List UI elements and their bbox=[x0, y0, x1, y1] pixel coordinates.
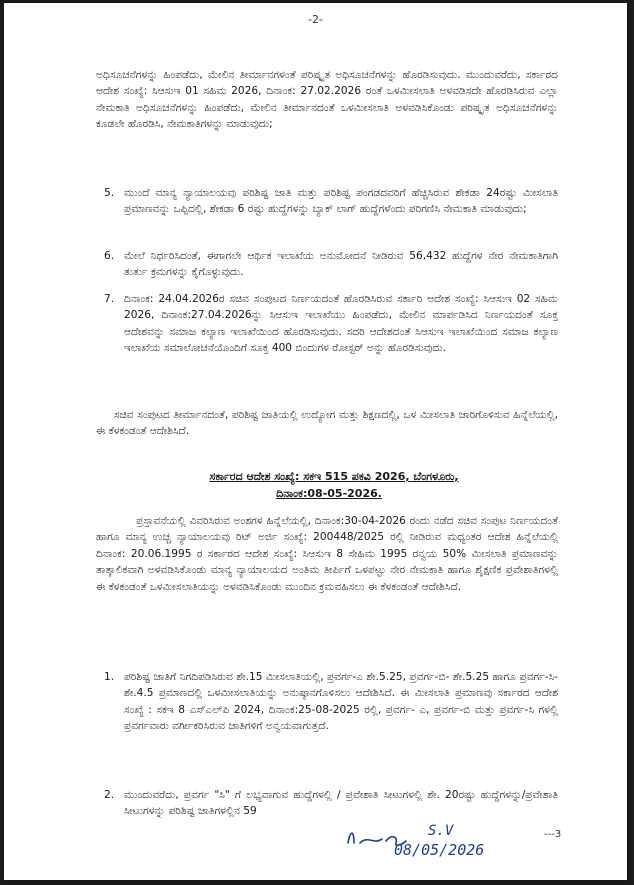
item-number: 6. bbox=[104, 250, 115, 262]
signature-date: 08/05/2026 bbox=[394, 841, 485, 859]
order-heading: ಸರ್ಕಾರದ ಆದೇಶ ಸಂಖ್ಯೆ: ಸಕಇ 515 ಪಕವಿ 2026, ಬೆಂಗಳೂರು, bbox=[209, 470, 459, 483]
paragraph-top: ಅಧಿಸೂಚನೆಗಳನ್ನು ಹಿಂಪಡೆದು, ಮೇಲಿನ ತೀರ್ಮಾನಗಳಂತೆ ಪರಿಷ್ಕೃತ ಅಧಿಸೂಚನೆಗಳನ್ನು ಹೊರಡಿಸುವುದು. ಮುಂದುವರೆದು, ಸರ್ಕಾರದ ಆದೇಶ ಸಂಖ್ಯೆ: ಸಿಆಸುಇ 01 ಸಹಿಮ 2026, ದಿನಾಂಕ: 27.02.2026 ರಂತೆ ಒಳಮೀಸಲಾತಿ ಅಳವಡಿಸದೇ ಹೊರಡಿಸಿರುವ ಎಲ್ಲಾ ನೇಮಕಾತಿ ಅಧಿಸೂಚನೆಗಳನ್ನು ಹಿಂಪಡೆದು, ಮೇಲಿನ ತೀರ್ಮಾನದಂತೆ ಒಳಮೀಸಲಾತಿ ಅಳವಡಿಸಿಕೊಂಡು ಪರಿಷ್ಕೃತ ಅಧಿಸೂಚನೆಗಳನ್ನು ಕೂಡಲೇ ಹೊರಡಿಸಿ, ನೇಮಕಾತಿಗಳನ್ನು ಮಾಡುವುದು; bbox=[96, 69, 558, 131]
page-number: -2- bbox=[308, 13, 323, 26]
continuation-marker: ---3 bbox=[544, 829, 562, 840]
item-number: 5. bbox=[104, 187, 115, 199]
item-text: ಮೇಲೆ ನಿರ್ಧರಿಸಿದಂತೆ, ಈಗಾಗಲೇ ಆರ್ಥಿಕ ಇಲಾಖೆಯ ಅನುಮೋದನೆ ನೀಡಿರುವ 56,432 ಹುದ್ದೆಗಳ ನೇರ ನೇಮಕಾತಿಗಾಗಿ ತುರ್ತು ಕ್ರಮಗಳನ್ನು ಕೈಗೊಳ್ಳುವುದು. bbox=[124, 250, 558, 279]
paragraph-cabinet-decision: ಸಚಿವ ಸಂಪುಟದ ತೀರ್ಮಾನದಂತೆ, ಪರಿಶಿಷ್ಟ ಜಾತಿಯಲ್ಲಿ ಉದ್ಯೋಗ ಮತ್ತು ಶಿಕ್ಷಣದಲ್ಲಿ, ಒಳ ಮೀಸಲಾತಿ ಜಾರಿಗೊಳಿಸುವ ಹಿನ್ನೆಲೆಯಲ್ಲಿ, ಈ ಕೆಳಕಂಡಂತೆ ಆದೇಶಿಸಿದೆ. bbox=[96, 409, 558, 438]
order-item-text: ಪರಿಶಿಷ್ಟ ಜಾತಿಗೆ ನಿಗದಿಪಡಿಸಿರುವ ಶೇ.15 ಮೀಸಲಾತಿಯಲ್ಲಿ, ಪ್ರವರ್ಗ-ಎ ಶೇ.5.25, ಪ್ರವರ್ಗ-ಬಿ- ಶೇ.5.25 ಹಾಗೂ ಪ್ರವರ್ಗ-ಸಿ- ಶೇ.4.5 ಪ್ರಮಾಣದಲ್ಲಿ ಒಳಮೀಸಲಾತಿಯನ್ನು ಅನುಷ್ಠಾನಗೊಳಿಸಲು ಆದೇಶಿಸಿದೆ. ಈ ಮೀಸಲಾತಿ ಪ್ರಮಾಣವು ಸರ್ಕಾರದ ಆದೇಶ ಸಂಖ್ಯೆ : ಸಕಇ 8 ಎಸ್‌ಎಲ್‌ಪಿ 2024, ದಿನಾಂಕ:25-08-2025 ರಲ್ಲಿ, ಪ್ರವರ್ಗ- ಎ, ಪ್ರವರ್ಗ-ಬಿ ಮತ್ತು ಪ್ರವರ್ಗ-ಸಿ ಗಳಲ್ಲಿ ಪ್ರವರ್ಗವಾರು ವರ್ಗೀಕರಿಸಿರುವ ಜಾತಿಗಳಿಗೆ ಅನ್ವಯವಾಗುತ್ತದೆ. bbox=[124, 671, 558, 733]
order-item-text: ಮುಂದುವರೆದು, ಪ್ರವರ್ಗ "ಸಿ" ಗೆ ಲಭ್ಯವಾಗುವ ಹುದ್ದೆಗಳಲ್ಲಿ / ಪ್ರವೇಶಾತಿ ಸೀಟುಗಳಲ್ಲಿ ಶೇ. 20ರಷ್ಟು ಹುದ್ದೆಗಳನ್ನು/ಪ್ರವೇಶಾತಿ ಸೀಟುಗಳನ್ನು ಪರಿಶಿಷ್ಟ ಜಾತಿಗಳಲ್ಲಿನ 59 bbox=[124, 789, 558, 818]
signature-initials: S.V bbox=[428, 823, 454, 839]
paragraph-preamble: ಪ್ರಸ್ತಾವನೆಯಲ್ಲಿ ವಿವರಿಸಿರುವ ಅಂಶಗಳ ಹಿನ್ನೆಲೆಯಲ್ಲಿ, ದಿನಾಂಕ:30-04-2026 ರಂದು ನಡೆದ ಸಚಿವ ಸಂಪುಟ ನಿರ್ಣಯದಂತೆ ಹಾಗೂ ಮಾನ್ಯ ಉಚ್ಚ ನ್ಯಾಯಾಲಯವು ರಿಟ್ ಅರ್ಜಿ ಸಂಖ್ಯೆ: 200448/2025 ರಲ್ಲಿ ನೀಡಿರುವ ಮಧ್ಯಂತರ ಆದೇಶ ಹಿನ್ನೆಲೆಯಲ್ಲಿ ದಿನಾಂಕ: 20.06.1995 ರ ಸರ್ಕಾರದ ಆದೇಶ ಸಂಖ್ಯೆ: ಸಿಆಸುಇ 8 ಸೇಹಿಮ 1995 ರನ್ವಯ 50% ಮೀಸಲಾತಿ ಪ್ರಮಾಣವನ್ನು ತಾತ್ಕಾಲಿಕವಾಗಿ ಅಳವಡಿಸಿಕೊಂಡು ಮಾನ್ಯ ನ್ಯಾಯಾಲಯದ ಅಂತಿಮ ತೀರ್ಪಿಗೆ ಒಳಪಟ್ಟು ನೇರ ನೇಮಕಾತಿ ಹಾಗೂ ಶೈಕ್ಷಣಿಕ ಪ್ರವೇಶಾತಿಗಳಲ್ಲಿ ಈ ಕೆಳಕಂಡಂತೆ ಒಳಮೀಸಲಾತಿಯನ್ನು ಅಳವಡಿಸಿಕೊಂಡು ಮುಂದಿನ ಕ್ರಮವಹಿಸಲು ಈ ಕೆಳಕಂಡಂತೆ ಆದೇಶಿಸಿದೆ. bbox=[96, 515, 558, 593]
item-number: 7. bbox=[104, 293, 115, 305]
item-text: ದಿನಾಂಕ: 24.04.2026ರ ಸಚಿವ ಸಂಪುಟದ ನಿರ್ಣಯದಂತೆ ಹೊರಡಿಸಿರುವ ಸರ್ಕಾರಿ ಆದೇಶ ಸಂಖ್ಯೆ: ಸಿಆಸುಇ 02 ಸಹಿಮ 2026, ದಿನಾಂಕ:27.04.2026ನ್ನು ಸಿಆಸುಇ ಇಲಾಖೆಯು ಹಿಂಪಡೆದು, ಮೇಲಿನ ಮಾರ್ಪಡಿಸಿದ ನಿರ್ಣಯದಂತೆ ಸೂಕ್ತ ಆದೇಶವನ್ನು ಸಮಾಜ ಕಲ್ಯಾಣ ಇಲಾಖೆಯಿಂದ ಹೊರಡಿಸುವುದು. ಸದರಿ ಆದೇಶದಂತೆ ಸಿಆಸುಇ ಇಲಾಖೆಯಿಂದ ಸಮಾಜ ಕಲ್ಯಾಣ ಇಲಾಖೆಯ ಸಮಾಲೋಚನೆಯೊಂದಿಗೆ ಸೂಕ್ತ 400 ಬಿಂದುಗಳ ರೋಸ್ಟರ್ ಅನ್ನು ಹೊರಡಿಸುವುದು. bbox=[124, 293, 558, 355]
order-date: ದಿನಾಂಕ:08-05-2026. bbox=[276, 487, 382, 500]
order-item-number: 2. bbox=[104, 789, 115, 801]
document-page bbox=[4, 3, 627, 880]
order-item-number: 1. bbox=[104, 671, 115, 683]
item-text: ಮುಂದೆ ಮಾನ್ಯ ನ್ಯಾಯಾಲಯವು ಪರಿಶಿಷ್ಟ ಜಾತಿ ಮತ್ತು ಪರಿಶಿಷ್ಟ ಪಂಗಡದವರಿಗೆ ಹೆಚ್ಚಿಸಿರುವ ಶೇಕಡಾ 24ರಷ್ಟು ಮೀಸಲಾತಿ ಪ್ರಮಾಣವನ್ನು ಒಪ್ಪಿದಲ್ಲಿ, ಶೇಕಡಾ 6 ರಷ್ಟು ಹುದ್ದೆಗಳನ್ನು ಬ್ಯಾಕ್ ಲಾಗ್ ಹುದ್ದೆಗಳೆಂದು ಪರಿಗಣಿಸಿ ನೇಮಕಾತಿ ಮಾಡುವುದು; bbox=[124, 187, 558, 216]
